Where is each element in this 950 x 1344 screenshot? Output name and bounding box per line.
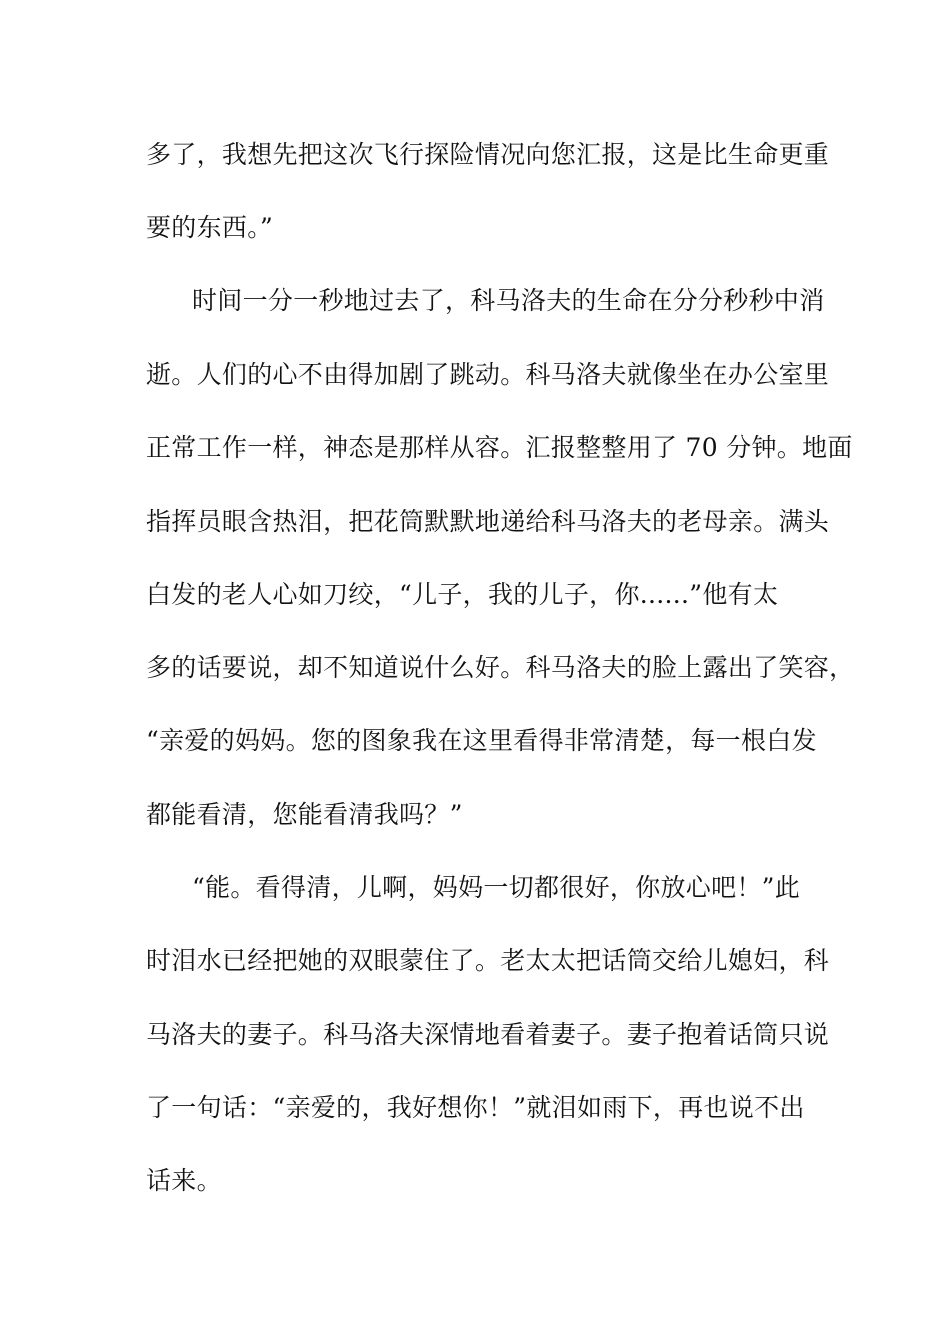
text-line: 逝。人们的心不由得加剧了跳动。科马洛夫就像坐在办公室里 — [146, 360, 830, 389]
paragraph-start-line: “能。看得清，儿啊，妈妈一切都很好，你放心吧！”此 — [192, 873, 801, 902]
text-line: 马洛夫的妻子。科马洛夫深情地看着妻子。妻子抱着话筒只说 — [146, 1020, 830, 1049]
text-line: 指挥员眼含热泪，把花筒默默地递给科马洛夫的老母亲。满头 — [146, 507, 830, 536]
text-line: 话来。 — [146, 1166, 222, 1195]
text-line: 多了，我想先把这次飞行探险情况向您汇报，这是比生命更重 — [146, 140, 830, 169]
text-line: 时泪水已经把她的双眼蒙住了。老太太把话筒交给儿媳妇，科 — [146, 946, 830, 975]
paragraph-start-line: 时间一分一秒地过去了，科马洛夫的生命在分分秒秒中消 — [192, 286, 825, 315]
text-line: “亲爱的妈妈。您的图象我在这里看得非常清楚，每一根白发 — [146, 726, 817, 755]
text-line: 要的东西。” — [146, 213, 274, 242]
text-line: 多的话要说，却不知道说什么好。科马洛夫的脸上露出了笑容， — [146, 653, 855, 682]
text-line: 都能看清，您能看清我吗？” — [146, 800, 463, 829]
text-line: 白发的老人心如刀绞，“儿子，我的儿子，你......”他有太 — [146, 580, 779, 609]
text-line: 正常工作一样，神态是那样从容。汇报整整用了 70 分钟。地面 — [146, 433, 853, 462]
text-line: 了一句话：“亲爱的，我好想你！”就泪如雨下，再也说不出 — [146, 1093, 805, 1122]
